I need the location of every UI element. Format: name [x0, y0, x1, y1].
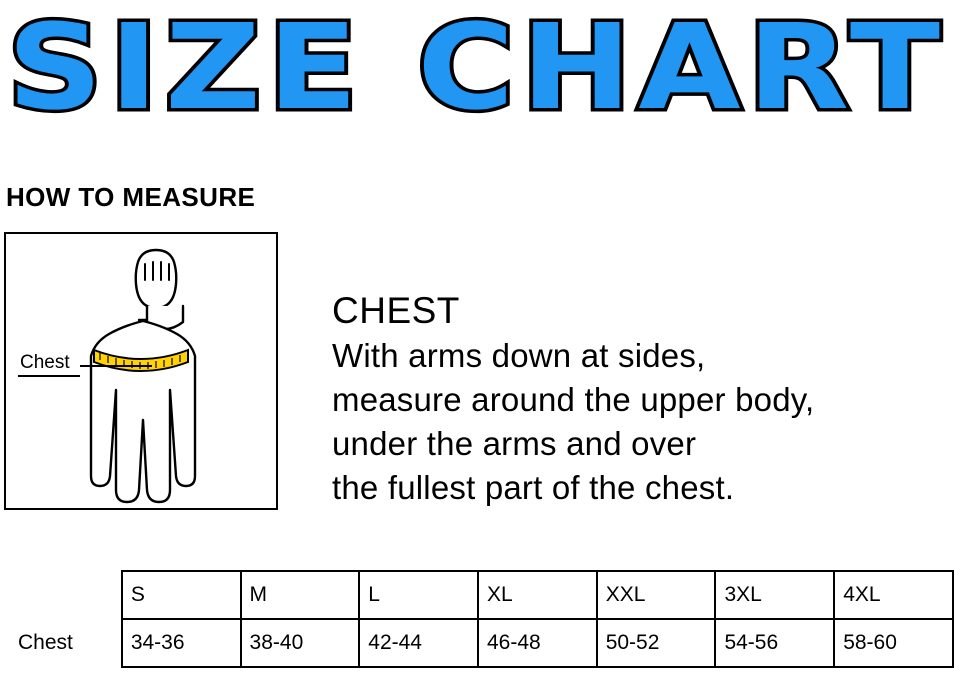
description-line: With arms down at sides, [332, 337, 706, 374]
figure-chest-underline [18, 375, 80, 377]
table-row-label: Chest [18, 631, 73, 654]
table-header-row [4, 571, 953, 619]
description-title: CHEST [332, 290, 460, 331]
description-body [332, 334, 952, 510]
table-column-header: S [122, 571, 241, 619]
page-title: SIZE CHART [7, 0, 947, 136]
table-cell: 38-40 [241, 619, 360, 667]
table-column-header: L [359, 571, 478, 619]
figure-chest-label: Chest [20, 352, 70, 373]
table-row [4, 619, 953, 667]
table-cell: 50-52 [597, 619, 716, 667]
table-cell: 42-44 [359, 619, 478, 667]
table-column-header: 4XL [834, 571, 953, 619]
table-column-header: 3XL [715, 571, 834, 619]
table-cell: 54-56 [715, 619, 834, 667]
page-title-banner [0, 0, 954, 150]
table-column-header: XL [478, 571, 597, 619]
description-line: measure around the upper body, [332, 381, 815, 418]
size-table [4, 570, 954, 668]
table-corner-cell [4, 571, 122, 619]
table-column-header: M [241, 571, 360, 619]
table-cell: 34-36 [122, 619, 241, 667]
table-cell: 46-48 [478, 619, 597, 667]
table-column-header: XXL [597, 571, 716, 619]
description-line: the fullest part of the chest. [332, 469, 735, 506]
description-block [332, 288, 952, 510]
description-line: under the arms and over [332, 425, 697, 462]
figure-chest-leader-line [80, 365, 152, 367]
table-cell: 58-60 [834, 619, 953, 667]
how-to-measure-heading: HOW TO MEASURE [6, 182, 256, 212]
